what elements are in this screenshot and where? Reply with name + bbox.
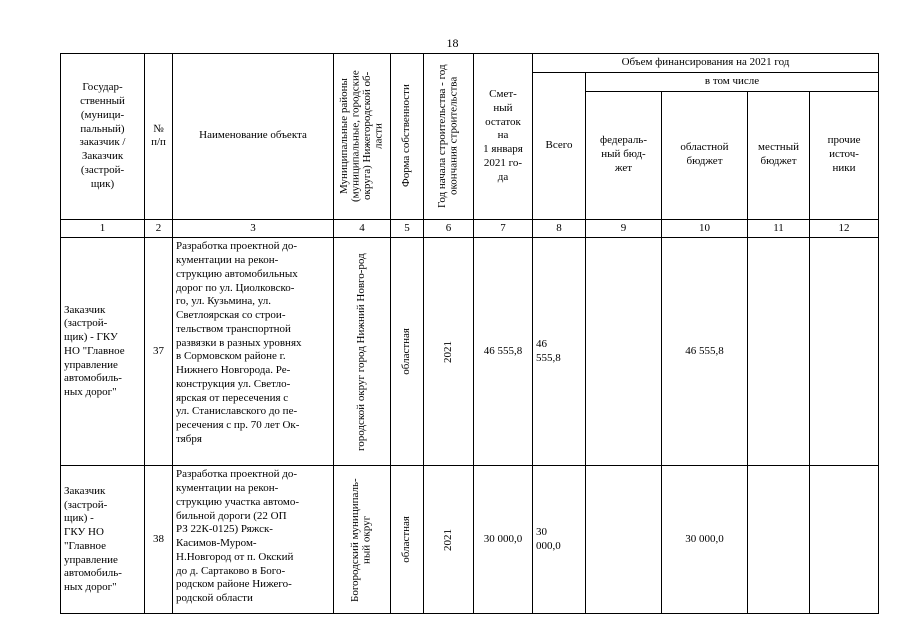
header-estimate: Смет- ный остаток на 1 января 2021 го- да [474,54,533,220]
header-local: местный бюджет [748,91,810,219]
header-including: в том числе [586,72,879,91]
column-numbers-row: 1 2 3 4 5 6 7 8 9 10 11 12 [61,219,879,238]
header-ownership-cell [391,54,424,220]
header-financing: Объем финансирования на 2021 год [533,54,879,73]
header-regional: областной бюджет [662,91,748,219]
header-object-name: Наименование объекта [173,54,334,220]
header-federal: федераль- ный бюд- жет [586,91,662,219]
financing-table [60,53,879,614]
page-number: 18 [446,36,459,50]
header-years-cell [424,54,474,220]
table-row: Заказчик (застрой- щик) - ГКУ НО "Главное управление автомобиль- ных дорог" 38 Разработка проектной до- кументации на рекон- струкцию участка автомо- бильной дороги (22 ОП РЗ 22К-0125) Ряжск- Касимов-Муром- Н.Новгород от п. Окский до д. Сартаково в Бого- родском районе Нижего- родской области Богородский муниципаль-ный округ областная 2021 30 000,0 30 000,0 30 000,0 [61,466,879,614]
header-num: № п/п [145,54,173,220]
header-other: прочие источ- ники [810,91,879,219]
header-years: Год начала строительства - год окончания строительства [435,64,460,209]
header-customer: Государ- ственный (муници- пальный) заказчик / Заказчик (застрой- щик) [61,54,145,220]
table-row: Заказчик (застрой- щик) - ГКУ НО "Главное управление автомобиль- ных дорог" 37 Разработка проектной до- кументации на рекон- струкцию автомобильных дорог по ул. Циолковско- го, ул. Кузьмина, ул. Светлоярская со строи- тельством транспортной развязки в разных уровнях в Сормовском районе г. Нижнего Новгорода. Ре- конструкция ул. Светло- ярская от пересечения с ул. Станиславского до пе- ресечения с пр. 70 лет Ок- тября городской округ город Нижний Новго-род областная 2021 46 555,8 46 555,8 46 555,8 [61,238,879,466]
header-total: Всего [533,72,586,219]
header-district-cell [334,54,391,220]
header-district: Муниципальные районы (муниципальные, городские округа) Нижегородской об-ласти [337,70,385,203]
header-ownership: Форма собственности [400,84,413,188]
